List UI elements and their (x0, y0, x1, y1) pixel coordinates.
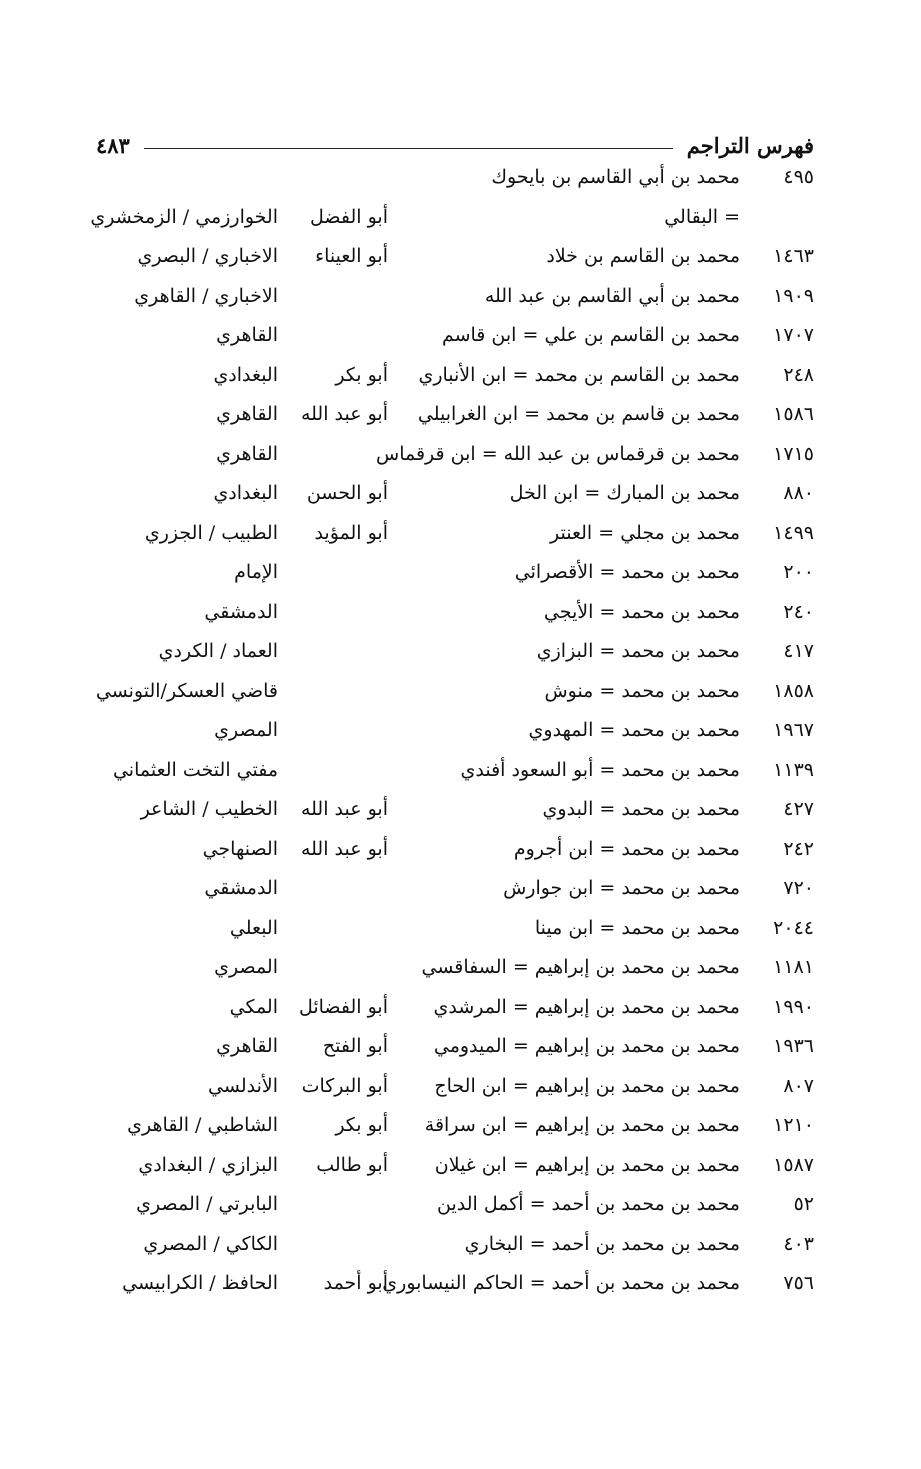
entry-nisba: الشاطبي / القاهري (127, 1114, 278, 1136)
entry-nisba: الاخباري / البصري (137, 245, 278, 267)
entry-name: محمد بن محمد بن إبراهيم = المرشدي (433, 995, 740, 1018)
entry-name: محمد بن محمد بن إبراهيم = ابن غيلان (434, 1153, 740, 1176)
entry-nisba: القاهري (216, 1035, 278, 1057)
entry-nisba: قاضي العسكر/التونسي (95, 679, 278, 702)
entry-name: محمد بن محمد بن أحمد = أكمل الدين (437, 1193, 740, 1215)
entry-number: ٥٢ (793, 1193, 814, 1215)
index-entry (90, 277, 814, 317)
entry-number: ١٤٩٩ (773, 521, 814, 544)
entry-number: ٢٤٢ (783, 837, 814, 860)
entry-kunya: أبو عبد الله (300, 837, 388, 860)
index-entry (90, 395, 814, 435)
entry-kunya: أبو الفتح (322, 1035, 388, 1057)
entry-number: ٢٠٤٤ (773, 916, 814, 939)
index-entry (90, 198, 814, 238)
entry-number: ٧٥٦ (783, 1272, 814, 1294)
index-entry (90, 948, 814, 988)
entry-number: ١٩٩٠ (773, 995, 814, 1018)
entry-name: محمد بن محمد = المهدوي (528, 719, 740, 741)
index-entry (90, 1264, 814, 1304)
entry-nisba: مفتي التخت العثماني (112, 758, 278, 781)
entry-name: محمد بن أبي القاسم بن عبد الله (484, 284, 740, 307)
index-entry (90, 474, 814, 514)
entry-name: محمد بن محمد = ابن مينا (534, 916, 740, 939)
index-entry (90, 316, 814, 356)
entry-nisba: الدمشقي (204, 600, 278, 623)
entry-number: ٤١٧ (783, 640, 814, 662)
index-entry (90, 909, 814, 949)
entry-kunya: أبو العيناء (315, 245, 388, 267)
entry-name: محمد بن القاسم بن علي = ابن قاسم (441, 324, 740, 346)
entry-name: محمد بن محمد = ابن جوارش (503, 877, 740, 899)
page-header (96, 128, 814, 162)
entry-nisba: البغدادي (213, 363, 278, 386)
entry-name: محمد بن محمد = البدوي (542, 798, 740, 820)
entry-number: ١١٣٩ (773, 758, 814, 781)
index-entry (90, 1067, 814, 1107)
index-entry (90, 1146, 814, 1186)
entry-nisba: القاهري (216, 442, 278, 465)
index-entry (90, 593, 814, 633)
entry-number: ١١٨١ (773, 956, 814, 978)
entry-name: محمد بن محمد = الأيجي (543, 600, 740, 623)
index-entry (90, 1225, 814, 1265)
entry-name: محمد بن أبي القاسم بن بايحوك (491, 166, 740, 188)
index-entry (90, 435, 814, 475)
index-entry (90, 711, 814, 751)
index-entry (90, 158, 814, 198)
entry-number: ٤٠٣ (783, 1232, 814, 1255)
entry-kunya: أبو الفضل (310, 205, 388, 228)
entry-nisba: المصري (214, 719, 278, 741)
entry-nisba: البغدادي (213, 482, 278, 504)
entry-number: ٤٢٧ (783, 798, 814, 820)
entry-nisba: الإمام (234, 561, 278, 583)
index-entry (90, 1106, 814, 1146)
entry-nisba: الاخباري / القاهري (134, 284, 278, 307)
entry-name: محمد بن محمد بن أحمد = البخاري (464, 1232, 740, 1255)
entry-kunya: أبو عبد الله (300, 798, 388, 820)
entry-number: ١٥٨٦ (773, 403, 814, 425)
entry-nisba: العماد / الكردي (158, 640, 278, 662)
entry-name: محمد بن محمد بن أحمد = الحاكم النيسابوري (382, 1272, 740, 1294)
entry-number: ٨٨٠ (783, 482, 814, 504)
entry-number: ٧٢٠ (783, 877, 814, 899)
entry-nisba: البعلي (229, 916, 278, 939)
section-title: فهرس التراجم (686, 132, 814, 158)
entry-nisba: المصري (214, 956, 278, 978)
entry-kunya: أبو المؤيد (314, 521, 388, 544)
entry-nisba: الخوارزمي / الزمخشري (90, 205, 278, 228)
entry-name: محمد بن القاسم بن محمد = ابن الأنباري (418, 363, 740, 386)
entry-name: محمد بن محمد بن إبراهيم = الميدومي (433, 1035, 740, 1057)
entry-kunya: أبو طالب (316, 1153, 388, 1176)
index-entry (90, 672, 814, 712)
entry-name: محمد بن محمد = البزازي (536, 640, 740, 662)
entry-name: محمد بن القاسم بن خلاد (546, 245, 740, 267)
index-entry (90, 632, 814, 672)
index-entry (90, 553, 814, 593)
entry-number: ١٧١٥ (773, 442, 814, 465)
entry-number: ٢٤٨ (783, 363, 814, 386)
entry-kunya: أبو عبد الله (300, 403, 388, 425)
entry-number: ٢٠٠ (783, 561, 814, 583)
entry-kunya: أبو بكر (335, 363, 388, 386)
index-entry (90, 1027, 814, 1067)
entry-nisba: الكاكي / المصري (143, 1232, 278, 1255)
index-entry (90, 869, 814, 909)
entry-name: محمد بن محمد = ابن أجروم (513, 837, 740, 860)
entry-nisba: المكي (229, 995, 278, 1018)
entry-nisba: القاهري (216, 324, 278, 346)
entry-name: محمد بن مجلي = العنتر (550, 521, 740, 544)
index-entry (90, 790, 814, 830)
entry-nisba: الحافظ / الكرابيسي (122, 1272, 278, 1294)
entry-number: ٤٩٥ (783, 166, 814, 188)
entry-nisba: البزازي / البغدادي (138, 1153, 278, 1176)
entry-kunya: أبو البركات (301, 1074, 388, 1097)
entry-nisba: الصنهاجي (202, 837, 278, 860)
entry-number: ١٥٨٧ (773, 1153, 814, 1176)
entry-nisba: الخطيب / الشاعر (140, 798, 278, 820)
entry-number: ٢٤٠ (783, 600, 814, 623)
entry-kunya: أبو أحمد (323, 1272, 388, 1294)
index-entry (90, 751, 814, 791)
entry-number: ١٤٦٣ (773, 245, 814, 267)
entry-number: ١٩٠٩ (773, 284, 814, 307)
header-rule (144, 148, 673, 149)
entry-kunya: أبو الفضائل (298, 995, 388, 1018)
index-entry (90, 514, 814, 554)
entry-name: محمد بن محمد بن إبراهيم = السفاقسي (421, 956, 740, 978)
entry-nisba: البابرتي / المصري (136, 1193, 278, 1215)
page-number: ٤٨٣ (96, 132, 130, 158)
entry-name: = البقالي (664, 205, 740, 228)
biography-index-list (90, 158, 814, 1304)
entry-name: محمد بن محمد = الأقصرائي (514, 561, 740, 583)
index-entry (90, 356, 814, 396)
entry-number: ١٨٥٨ (773, 679, 814, 702)
index-entry (90, 1185, 814, 1225)
entry-number: ١٢١٠ (773, 1114, 814, 1136)
entry-number: ١٧٠٧ (773, 324, 814, 346)
entry-name: محمد بن قاسم بن محمد = ابن الغرابيلي (417, 403, 740, 425)
entry-name: محمد بن محمد بن إبراهيم = ابن سراقة (424, 1114, 740, 1136)
entry-nisba: الدمشقي (204, 877, 278, 899)
entry-nisba: الأندلسي (208, 1074, 278, 1097)
index-entry (90, 237, 814, 277)
entry-name: محمد بن قرقماس بن عبد الله = ابن قرقماس (376, 442, 740, 465)
entry-name: محمد بن محمد بن إبراهيم = ابن الحاج (434, 1074, 740, 1097)
entry-nisba: الطبيب / الجزري (144, 521, 278, 544)
entry-number: ٨٠٧ (783, 1074, 814, 1097)
entry-name: محمد بن محمد = أبو السعود أفندي (460, 758, 740, 781)
index-entry (90, 830, 814, 870)
entry-name: محمد بن محمد = منوش (544, 679, 740, 702)
entry-name: محمد بن المبارك = ابن الخل (509, 482, 740, 504)
entry-number: ١٩٦٧ (773, 719, 814, 741)
entry-number: ١٩٣٦ (773, 1035, 814, 1057)
entry-nisba: القاهري (216, 403, 278, 425)
index-entry (90, 988, 814, 1028)
entry-kunya: أبو الحسن (306, 482, 388, 504)
entry-kunya: أبو بكر (335, 1114, 388, 1136)
